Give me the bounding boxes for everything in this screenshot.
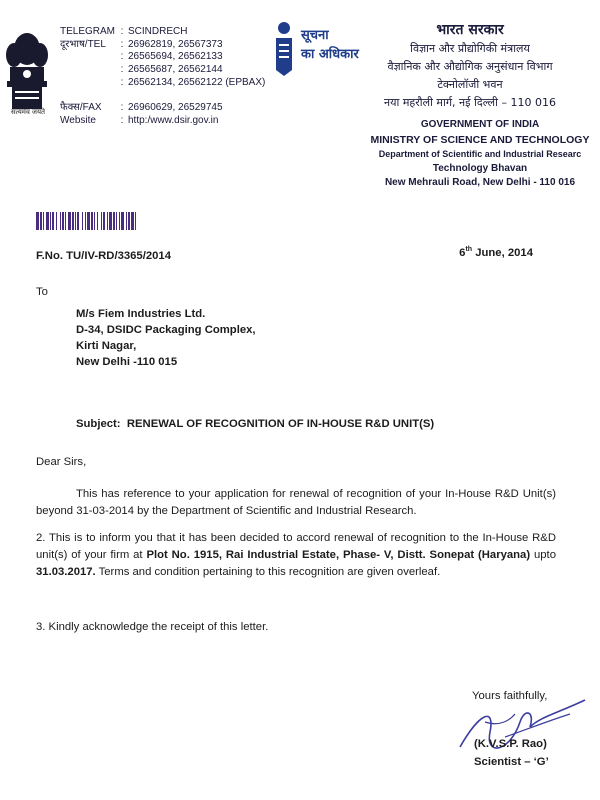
fax-row bbox=[60, 102, 265, 115]
recipient-address bbox=[76, 306, 256, 370]
separator: : bbox=[120, 38, 124, 50]
handwritten-signature-icon bbox=[450, 692, 590, 762]
tel-row bbox=[60, 64, 265, 77]
hindi-department: वैज्ञानिक और औद्योगिक अनुसंधान विभाग bbox=[387, 60, 553, 73]
date-rest: June, 2014 bbox=[472, 246, 533, 259]
separator: : bbox=[120, 64, 124, 76]
english-ministry: MINISTRY OF SCIENCE AND TECHNOLOGY bbox=[370, 133, 590, 146]
separator: : bbox=[120, 114, 124, 126]
hindi-government-title: भारत सरकार bbox=[436, 22, 504, 38]
english-government-title: GOVERNMENT OF INDIA bbox=[420, 119, 540, 130]
blank-label bbox=[60, 77, 116, 90]
website-label: Website bbox=[60, 114, 96, 126]
letter-date bbox=[459, 246, 533, 259]
separator: : bbox=[120, 102, 124, 114]
file-number: F.No. TU/IV-RD/3365/2014 bbox=[36, 250, 171, 262]
contact-details bbox=[60, 26, 265, 128]
blank-label bbox=[60, 51, 116, 64]
spacer bbox=[60, 90, 265, 103]
separator: : bbox=[120, 51, 124, 63]
paragraph-1: This has reference to your application for renewal of recognition of your In-House R&D Unit(s) beyond 31-03-2014 by the Department of Scientific and Industrial Research. bbox=[36, 488, 556, 517]
telegram-value: SCINDRECH bbox=[128, 26, 188, 37]
english-address: New Mehrauli Road, New Delhi - 110 016 bbox=[384, 177, 576, 188]
national-emblem-icon bbox=[2, 22, 52, 122]
rti-line1: सूचना bbox=[301, 28, 329, 43]
tel-line: 26962819, 26567373 bbox=[128, 38, 223, 50]
subject-text: RENEWAL OF RECOGNITION OF IN-HOUSE R&D UNIT(S) bbox=[126, 418, 435, 430]
separator: : bbox=[120, 26, 124, 37]
tel-line: 26565694, 26562133 bbox=[128, 51, 223, 63]
blank-label bbox=[60, 64, 116, 77]
address-line: M/s Fiem Industries Ltd. bbox=[76, 308, 206, 320]
english-building: Technology Bhavan bbox=[432, 162, 528, 174]
para2-validity-date: 31.03.2017. bbox=[36, 566, 96, 578]
fax-value: 26960629, 26529745 bbox=[128, 102, 223, 114]
subject-label: Subject: bbox=[76, 418, 121, 430]
website-link[interactable]: http:/www.dsir.gov.in bbox=[128, 114, 219, 126]
emblem-motto: सत्यमेव जयते bbox=[10, 109, 46, 116]
hindi-ministry: विज्ञान और प्रौद्योगिकी मंत्रालय bbox=[410, 42, 530, 55]
address-line: D-34, DSIDC Packaging Complex, bbox=[76, 324, 256, 336]
tel-line: 26565687, 26562144 bbox=[128, 64, 223, 76]
tel-row bbox=[60, 51, 265, 64]
tel-row bbox=[60, 77, 265, 90]
barcode-gap bbox=[136, 212, 138, 230]
paragraph-3: 3. Kindly acknowledge the receipt of this letter. bbox=[36, 621, 269, 633]
government-hindi-header bbox=[350, 20, 590, 112]
date-suffix: th bbox=[465, 246, 473, 253]
hindi-address: नया महरौली मार्ग, नई दिल्ली – 110 016 bbox=[384, 96, 556, 109]
hindi-building: टेक्नोलॉजी भवन bbox=[437, 78, 503, 91]
signatory-name: (K.V.S.P. Rao) bbox=[474, 738, 547, 750]
para2-text: Terms and condition pertaining to this recognition are given overleaf. bbox=[95, 566, 441, 578]
para2-text: upto bbox=[530, 549, 556, 561]
para2-text: 2. This is to inform you that it has been decided to accord renewal of recognition to the In-House R&D unit(s) of your firm at bbox=[36, 532, 556, 561]
address-line: New Delhi -110 015 bbox=[76, 356, 178, 368]
closing: Yours faithfully, bbox=[472, 690, 548, 702]
telegram-label: TELEGRAM bbox=[60, 26, 116, 37]
tel-row bbox=[60, 39, 265, 52]
subject-line bbox=[76, 418, 434, 430]
para2-location: Plot No. 1915, Rai Industrial Estate, Phase- V, Distt. Sonepat (Haryana) bbox=[146, 549, 531, 561]
signatory-designation: Scientist – ‘G’ bbox=[474, 756, 549, 768]
english-department: Department of Scientific and Industrial Researc bbox=[378, 149, 582, 159]
rti-line2: का अधिकार bbox=[301, 47, 359, 62]
paragraph-2 bbox=[36, 530, 556, 581]
date-day: 6 bbox=[459, 246, 466, 259]
website-row bbox=[60, 115, 265, 128]
address-line: Kirti Nagar, bbox=[76, 340, 137, 352]
barcode bbox=[36, 212, 244, 230]
fax-label: फैक्स/FAX bbox=[60, 102, 102, 114]
salutation: Dear Sirs, bbox=[36, 456, 87, 468]
telegram-row bbox=[60, 26, 265, 39]
tel-line: 26562134, 26562122 (EPBAX) bbox=[128, 76, 266, 88]
separator: : bbox=[120, 76, 124, 88]
government-english-header bbox=[360, 118, 600, 191]
tel-label: दूरभाष/TEL bbox=[60, 38, 106, 50]
to-label: To bbox=[36, 286, 48, 298]
